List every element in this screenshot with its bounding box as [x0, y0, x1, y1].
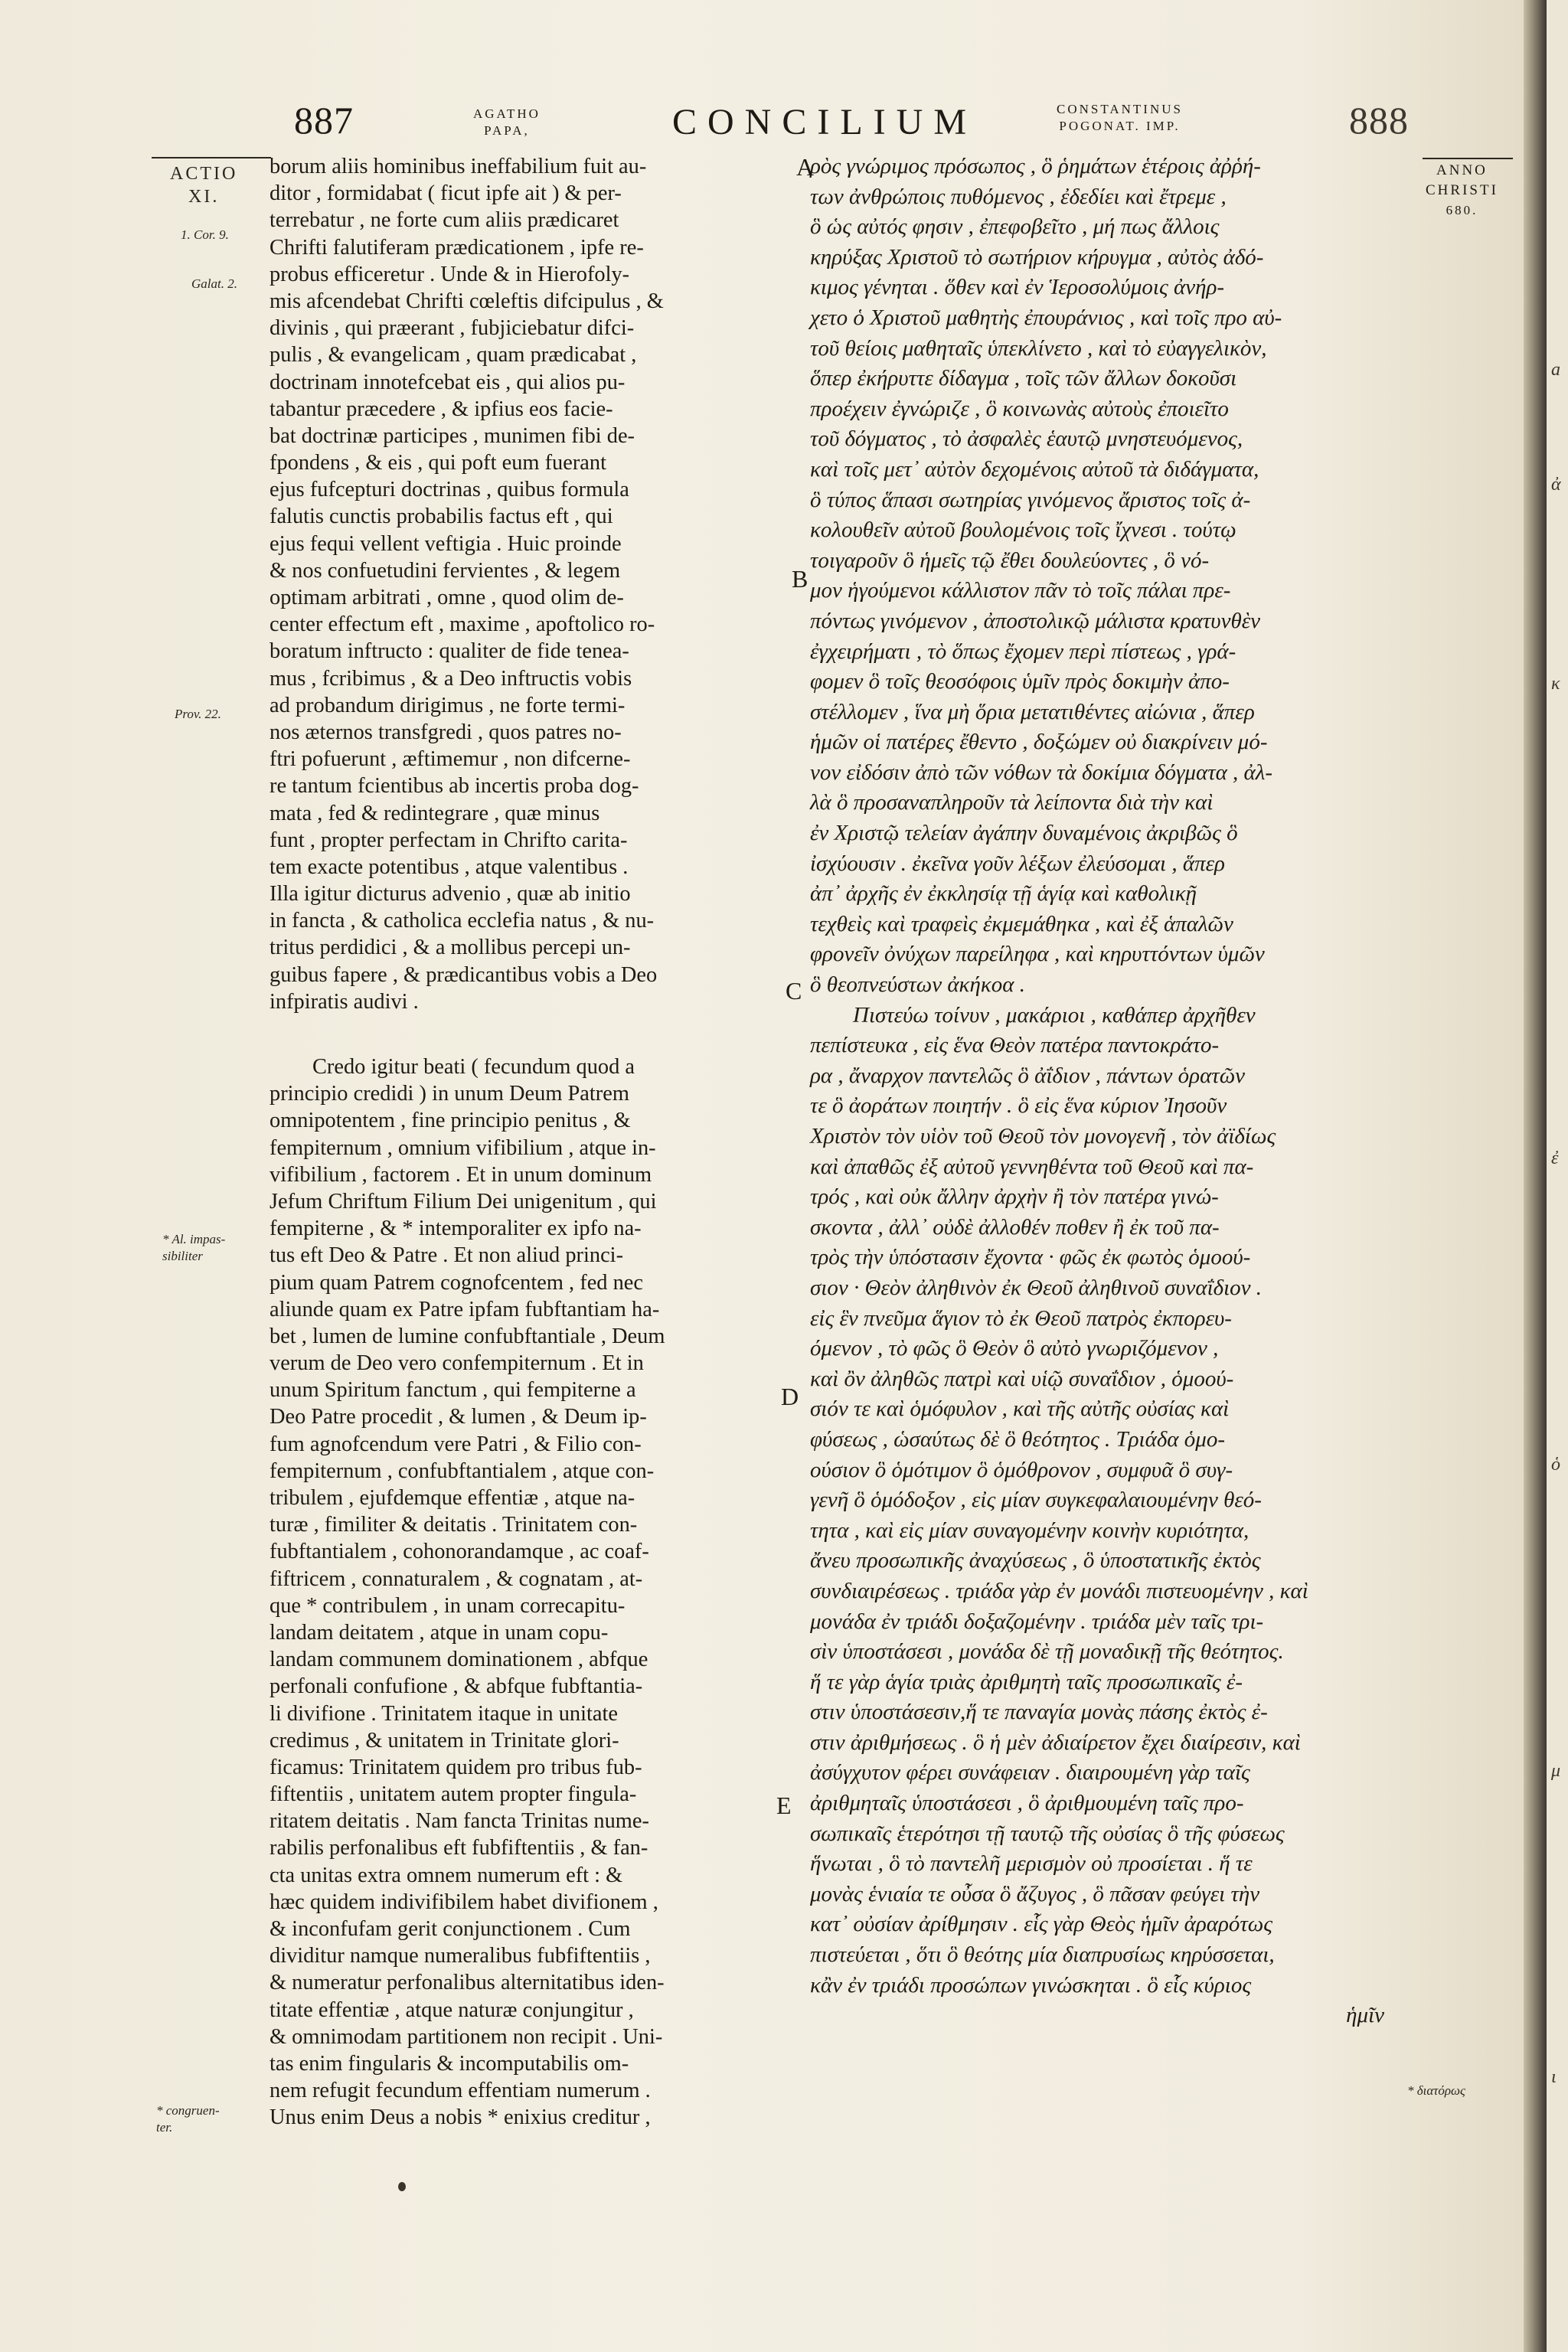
- latin-line: vifibilium , factorem . Et in unum dominum: [270, 1162, 652, 1187]
- latin-line: tritus perdidici , & a mollibus percepi un-: [270, 936, 631, 960]
- latin-line: Chrifti falutiferam prædicationem , ipfe re-: [270, 235, 644, 260]
- greek-line: σὶν ὑποστάσεσι , μονάδα δὲ τῇ μοναδικῇ τῆς θεότητος.: [810, 1639, 1284, 1664]
- header-right-names: [1057, 101, 1183, 135]
- latin-line: doctrinam innotefcebat eis , qui alios pu-: [270, 370, 626, 394]
- latin-line: fum agnofcendum vere Patri , & Filio con-: [270, 1432, 642, 1456]
- margin-variant-impassibiliter: [162, 1231, 225, 1265]
- latin-line: dividitur namque numeralibus fubfiftentiis ,: [270, 1944, 651, 1968]
- latin-line: tas enim fingularis & incomputabilis om-: [270, 2051, 629, 2076]
- greek-line: εἰς ἓν πνεῦμα ἅγιον τὸ ἐκ Θεοῦ πατρὸς ἐκπορευ-: [810, 1305, 1232, 1331]
- greek-line: φύσεως , ὡσαύτως δὲ ὃ θεότητος . Τριάδα ὁμο-: [810, 1426, 1225, 1452]
- latin-column: [270, 153, 790, 2132]
- greek-paragraph-2: [810, 1001, 1476, 2031]
- greek-line: συνδιαιρέσεως . τριάδα γὰρ ἐν μονάδι πιστευομένην , καὶ: [810, 1578, 1308, 1603]
- latin-line: hæc quidem indivifibilem habet divifionem ,: [270, 1890, 658, 1914]
- greek-line: τοιγαροῦν ὃ ἡμεῖς τῷ ἔθει δουλεύοντες , ὃ νό-: [810, 547, 1210, 573]
- margin-rule-left: [152, 157, 271, 158]
- margin-ref-1cor: 1. Cor. 9.: [181, 227, 229, 242]
- latin-line: verum de Deo vero confempiternum . Et in: [270, 1351, 644, 1376]
- running-title: CONCILIUM: [672, 102, 977, 142]
- page-number-right: 888: [1349, 99, 1409, 142]
- greek-line: τοῦ δόγματος , τὸ ἀσφαλὲς ἑαυτῷ μνηστευόμενος,: [810, 426, 1243, 452]
- greek-line: μονὰς ἑνιαία τε οὖσα ὃ ἄζυγος , ὃ πᾶσαν φεύγει τὴν: [810, 1881, 1260, 1906]
- latin-line: Deo Patre procedit , & lumen , & Deum ip-: [270, 1405, 647, 1429]
- ink-speck: [398, 2182, 406, 2191]
- anno-year: 680.: [1446, 203, 1478, 217]
- greek-column: [810, 152, 1476, 2031]
- latin-line: terrebatur , ne forte cum aliis prædicaret: [270, 208, 619, 233]
- greek-line: ἐγχειρήματι , τὸ ὅπως ἔχομεν περὶ πίστεως , γρά-: [810, 639, 1236, 664]
- latin-line: ftri pofuerunt , æftimemur , non difcerne-: [270, 747, 631, 772]
- latin-line: funt , propter perfectam in Chrifto carita-: [270, 828, 628, 852]
- greek-line: ἀσύγχυτον φέρει συνάφειαν . διαιρουμένη γὰρ ταῖς: [810, 1760, 1250, 1785]
- greek-line: πιστεύεται , ὅτι ὃ θεότης μία διαπρυσίως κηρύσσεται,: [810, 1942, 1275, 1968]
- greek-line: ἐν Χριστῷ τελείαν ἀγάπην δυναμένοις ἀκριβῶς ὃ: [810, 821, 1238, 846]
- latin-line: omnipotentem , fine principio penitus , &: [270, 1109, 631, 1133]
- latin-line: boratum inftructo : qualiter de fide tenea-: [270, 639, 629, 664]
- greek-line: ρα , ἄναρχον παντελῶς ὃ ἀΐδιον , πάντων ὁρατῶν: [810, 1063, 1246, 1088]
- latin-line: Credo igitur beati ( fecundum quod a: [312, 1055, 635, 1079]
- latin-line: fiftricem , connaturalem , & cognatam , at-: [270, 1566, 643, 1591]
- greek-line: ὅπερ ἐκήρυττε δίδαγμα , τοῖς τῶν ἄλλων δοκοῦσι: [810, 366, 1237, 391]
- greek-line: ἡμῶν οἱ πατέρες ἔθεντο , δοξώμεν οὐ διακρίνειν μό-: [810, 730, 1268, 755]
- greek-line: στέλλομεν , ἵνα μὴ ὅρια μετατιθέντες αἰώνια , ἅπερ: [810, 699, 1255, 724]
- latin-line: Illa igitur dicturus advenio , quæ ab initio: [270, 882, 631, 906]
- latin-line: turæ , fimiliter & deitatis . Trinitatem con-: [270, 1513, 638, 1537]
- greek-line: σωπικαῖς ἑτερότησι τῇ ταυτῷ τῆς οὐσίας ὃ τῆς φύσεως: [810, 1821, 1285, 1846]
- section-letter-b: B: [792, 565, 808, 593]
- christi-label: CHRISTI: [1426, 182, 1498, 198]
- latin-line: ejus fequi vellent veftigia . Huic proinde: [270, 531, 622, 556]
- greek-line: τεχθεὶς καὶ τραφεὶς ἐκμεμάθηκα , καὶ ἐξ ἁπαλῶν: [810, 911, 1233, 936]
- latin-line: nem refugit fecundum effentiam numerum .: [270, 2079, 651, 2103]
- latin-line: pulis , & evangelicam , quam prædicabat ,: [270, 343, 637, 368]
- greek-line: κολουθεῖν αὐτοῦ βουλομένοις τοῖς ἴχνεσι . τούτῳ: [810, 518, 1236, 543]
- greek-line: ἥνωται , ὃ τὸ παντελῆ μερισμὸν οὐ προσίεται . ἥ τε: [810, 1851, 1253, 1877]
- latin-line: li divifione . Trinitatem itaque in unitate: [270, 1701, 618, 1726]
- latin-line: cta unitas extra omnem numerum eft : &: [270, 1863, 623, 1887]
- latin-line: optimam arbitrati , omne , quod olim de-: [270, 586, 624, 609]
- greek-line: μον ἡγούμενοι κάλλιστον πᾶν τὸ τοῖς πάλαι πρε-: [810, 578, 1231, 603]
- greek-line: κηρύξας Χριστοῦ τὸ σωτήριον κήρυγμα , αὐτὸς ἀδό-: [810, 244, 1264, 270]
- header-name-constantinus: CONSTANTINUS: [1057, 102, 1183, 116]
- variant-line-1: * congruen-: [156, 2103, 220, 2118]
- latin-line: fiftentiis , unitatem autem propter fingula-: [270, 1782, 637, 1807]
- greek-line: στιν ἀριθμήσεως . ὃ ἡ μὲν ἀδιαίρετον ἔχει διαίρεσιν, καὶ: [810, 1730, 1301, 1755]
- latin-line: tem exacte potentibus , atque valentibus .: [270, 854, 629, 879]
- latin-paragraph-1: [270, 153, 790, 1015]
- latin-line: bat doctrinæ participes , munimen fibi de-: [270, 423, 635, 448]
- latin-line: & omnimodam partitionem non recipit . Uni-: [270, 2024, 663, 2049]
- greek-line: τρός , καὶ οὐκ ἄλλην ἀρχὴν ἢ τὸν πατέρα γινώ-: [810, 1184, 1219, 1210]
- latin-line: & inconfufam gerit conjunctionem . Cum: [270, 1917, 631, 1941]
- latin-line: fpondens , & eis , qui poft eum fuerant: [270, 451, 606, 475]
- latin-line: mata , fed & redintegrare , quæ minus: [270, 801, 600, 825]
- greek-line: καὶ τοῖς μετ᾽ αὐτὸν δεχομένοις αὐτοῦ τὰ διδάγματα,: [810, 456, 1259, 482]
- greek-paragraph-1: [810, 152, 1476, 1001]
- latin-line: mus , fcribimus , & a Deo inftructis vobis: [270, 666, 632, 691]
- greek-line: όμενον , τὸ φῶς ὃ Θεὸν ὃ αὐτὸ γνωριζόμενον ,: [810, 1336, 1219, 1361]
- latin-line: ditor , formidabat ( ficut ipfe ait ) & per-: [270, 181, 622, 206]
- latin-line: titate effentiæ , atque naturæ conjungitur ,: [270, 1998, 634, 2022]
- margin-ref-galat: Galat. 2.: [191, 276, 237, 291]
- latin-line: probus efficeretur . Unde & in Hierofoly-: [270, 262, 630, 286]
- greek-line: τε ὃ ἀοράτων ποιητήν . ὃ εἰς ἕνα κύριον Ἰησοῦν: [810, 1093, 1227, 1119]
- greek-line: λὰ ὃ προσαναπληροῦν τὰ λείποντα διὰ τὴν καὶ: [810, 790, 1214, 815]
- actio-label: ACTIO: [170, 164, 238, 184]
- latin-line: re tantum fcientibus ab incertis proba dog-: [270, 774, 639, 799]
- latin-line: perfonali confufione , & abfque fubftantia-: [270, 1674, 643, 1699]
- greek-line: τητα , καὶ εἰς μίαν συναγομένην κοινὴν κυριότητα,: [810, 1517, 1250, 1543]
- latin-line: tus eft Deo & Patre . Et non aliud princi-: [270, 1243, 624, 1268]
- latin-line: landam deitatem , atque in unam copu-: [270, 1620, 609, 1645]
- greek-line: χετο ὁ Χριστοῦ μαθητὴς ἐπουράνιος , καὶ τοῖς προ αὐ-: [810, 305, 1282, 330]
- section-letter-e: E: [776, 1792, 792, 1819]
- greek-line: ἀριθμηταῖς ὑποστάσεσι , ὃ ἀριθμουμένη ταῖς προ-: [810, 1791, 1244, 1816]
- latin-line: que * contribulem , in unam correcapitu-: [270, 1593, 626, 1618]
- latin-line: tabantur præcedere , & ipfius eos facie-: [270, 397, 613, 421]
- latin-line: in fancta , & catholica ecclefia natus , & nu-: [270, 909, 655, 933]
- greek-line: πεπίστευκα , εἰς ἕνα Θεὸν πατέρα παντοκράτο-: [810, 1033, 1220, 1058]
- actio-marker: [170, 162, 237, 208]
- latin-line: landam communem dominationem , abfque: [270, 1648, 648, 1672]
- greek-line: νον εἰδόσιν ἀπὸ τῶν νόθων τὰ δοκίμια δόγματα , ἀλ-: [810, 760, 1273, 785]
- latin-line: borum aliis hominibus ineffabilium fuit au-: [270, 155, 647, 178]
- latin-line: divinis , qui præerant , fubjiciebatur difci-: [270, 316, 635, 341]
- greek-line: των ἀνθρώποις πυθόμενος , ἐδεδίει καὶ ἔτρεμε ,: [810, 184, 1227, 209]
- latin-paragraph-2: [270, 1054, 790, 2132]
- latin-line: fempiternum , confubftantialem , atque con-: [270, 1459, 655, 1483]
- latin-line: tribulem , ejufdemque effentiæ , atque na-: [270, 1486, 635, 1510]
- header-name-agatho: AGATHO: [473, 106, 541, 121]
- greek-line: ἰσχύουσιν . ἐκεῖνα γοῦν λέξων ἐλεύσομαι , ἅπερ: [810, 851, 1225, 876]
- greek-line: ὃ τύπος ἅπασι σωτηρίας γινόμενος ἄριστος τοῖς ἀ-: [810, 487, 1251, 512]
- latin-line: Unus enim Deus a nobis * enixius creditur ,: [270, 2105, 651, 2130]
- greek-line: πόντως γινόμενον , ἀποστολικῷ μάλιστα κρατυνθὲν: [810, 608, 1261, 633]
- latin-line: ficamus: Trinitatem quidem pro tribus fub-: [270, 1755, 642, 1779]
- latin-line: infpiratis audivi .: [270, 989, 419, 1014]
- greek-line: καὶ ἀπαθῶς ἐξ αὐτοῦ γεννηθέντα τοῦ Θεοῦ καὶ πα-: [810, 1154, 1254, 1179]
- facing-page-edge: a ἀ κ ἐ ὁ μ ι: [1547, 0, 1568, 2352]
- margin-variant-diatoros: * διατόρως: [1407, 2083, 1465, 2098]
- greek-line: γενῆ ὃ ὁμόδοξον , εἰς μίαν συγκεφαλαιουμένην θεό-: [810, 1488, 1262, 1513]
- greek-line: ούσιον ὃ ὁμότιμον ὃ ὁμόθρονον , συμφυᾶ ὃ συγ-: [810, 1457, 1233, 1482]
- greek-line: ὃ θεοπνεύστων ἀκήκοα .: [810, 972, 1026, 998]
- latin-line: mis afcendebat Chrifti cœleftis difcipulus , &: [270, 289, 664, 313]
- paragraph-gap: [270, 1015, 790, 1054]
- greek-line: τρὸς τὴν ὑπόστασιν ἔχοντα · φῶς ἐκ φωτὸς ὁμοού-: [810, 1245, 1251, 1270]
- latin-line: aliunde quam ex Patre ipfam fubftantiam ha-: [270, 1297, 660, 1321]
- latin-line: principio credidi ) in unum Deum Patrem: [270, 1082, 629, 1106]
- variant-line-2: ter.: [156, 2120, 173, 2135]
- latin-line: nos æternos transfgredi , quos patres no-: [270, 720, 622, 744]
- latin-line: Jefum Chriftum Filium Dei unigenitum , qui: [270, 1189, 657, 1214]
- greek-line: φομεν ὃ τοῖς θεοσόφοις ὑμῖν πρὸς δοκιμὴν ἀπο-: [810, 669, 1230, 694]
- greek-line: προέχειν ἐγνώριζε , ὃ κοινωνὰς αὐτοὺς ἐποιεῖτο: [810, 396, 1229, 421]
- actio-number: XI.: [188, 187, 220, 207]
- greek-line: ρὸς γνώριμος πρόσωπος , ὃ ῥημάτων ἑτέροις ἀῤῥή-: [810, 154, 1261, 178]
- header-left-names: [473, 106, 541, 139]
- greek-line: σκοντα , ἀλλ᾽ οὐδὲ ἀλλοθέν ποθεν ἢ ἐκ τοῦ πα-: [810, 1214, 1220, 1240]
- greek-line: ἡμῖν: [1346, 2003, 1384, 2028]
- greek-line: φρονεῖν ὀνύχων παρείληφα , καὶ κηρυττόντων ὑμῶν: [810, 942, 1265, 967]
- greek-line: Χριστὸν τὸν υἱὸν τοῦ Θεοῦ τὸν μονογενῆ , τὸν ἀϊδίως: [810, 1124, 1276, 1148]
- greek-line: μονάδα ἐν τριάδι δοξαζομένην . τριάδα μὲν ταῖς τρι-: [810, 1609, 1264, 1634]
- anno-label: ANNO: [1436, 162, 1488, 178]
- header-name-papa: PAPA,: [484, 123, 530, 138]
- book-gutter: [1524, 0, 1547, 2352]
- latin-line: bet , lumen de lumine confubftantiale , Deum: [270, 1324, 665, 1348]
- latin-line: falutis cunctis probabilis factus eft , qui: [270, 505, 613, 529]
- latin-line: credimus , & unitatem in Trinitate glori-: [270, 1728, 619, 1753]
- section-letter-d: D: [781, 1383, 799, 1410]
- section-letter-a: A: [796, 153, 815, 181]
- latin-line: & nos confuetudini fervientes , & legem: [270, 558, 621, 583]
- latin-line: rabilis perfonalibus eft fubfiftentiis , & fan-: [270, 1836, 648, 1860]
- greek-line: ἥ τε γὰρ ἁγία τριὰς ἀριθμητὴ ταῖς προσωπικαῖς ἐ-: [810, 1669, 1243, 1694]
- latin-line: fempiternum , omnium vifibilium , atque in-: [270, 1135, 656, 1160]
- latin-line: pium quam Patrem cognofcentem , fed nec: [270, 1270, 643, 1295]
- section-letter-c: C: [786, 977, 802, 1004]
- latin-line: & numeratur perfonalibus alternitatibus iden-: [270, 1971, 665, 1995]
- variant-line-1: * Al. impas-: [162, 1232, 226, 1246]
- greek-line: Πιστεύω τοίνυν , μακάριοι , καθάπερ ἀρχῆθεν: [853, 1002, 1256, 1027]
- greek-line: ὃ ὡς αὐτός φησιν , ἐπεφοβεῖτο , μή πως ἄλλοις: [810, 214, 1220, 240]
- latin-line: ad probandum dirigimus , ne forte termi-: [270, 693, 626, 717]
- margin-variant-congruenter: [156, 2102, 220, 2136]
- page-number-left: 887: [294, 99, 354, 142]
- latin-line: fempiterne , & * intemporaliter ex ipfo na-: [270, 1217, 642, 1241]
- latin-line: ritatem deitatis . Nam fancta Trinitas nume-: [270, 1809, 649, 1834]
- variant-line-2: sibiliter: [162, 1249, 203, 1263]
- greek-line: κἂν ἐν τριάδι προσώπων γινώσκηται . ὃ εἷς κύριος: [810, 1972, 1252, 1998]
- latin-line: center effectum eft , maxime , apoftolico ro-: [270, 612, 655, 637]
- greek-line: τοῦ θείοις μαθηταῖς ὑπεκλίνετο , καὶ τὸ εὐαγγελικὸν,: [810, 335, 1267, 361]
- greek-line: καὶ ὂν ἀληθῶς πατρὶ καὶ υἱῷ συναΐδιον , ὁμοού-: [810, 1366, 1234, 1391]
- latin-line: ejus fufcepturi doctrinas , quibus formula: [270, 478, 629, 502]
- latin-line: fubftantialem , cohonorandamque , ac coaf-: [270, 1540, 649, 1564]
- margin-ref-prov: Prov. 22.: [175, 707, 221, 721]
- greek-line: σιον · Θεὸν ἀληθινὸν ἐκ Θεοῦ ἀληθινοῦ συναΐδιον .: [810, 1275, 1263, 1300]
- greek-line: ἀπ᾽ ἀρχῆς ἐν ἐκκλησίᾳ τῇ ἁγίᾳ καὶ καθολικῇ: [810, 881, 1197, 906]
- greek-line: κατ᾽ οὐσίαν ἀρίθμησιν . εἷς γὰρ Θεὸς ἡμῖν ἀραρότως: [810, 1912, 1273, 1937]
- greek-line: κιμος γένηται . ὅθεν καὶ ἐν Ἱεροσολύμοις ἀνήρ-: [810, 275, 1225, 300]
- header-name-pogonat: POGONAT. IMP.: [1059, 119, 1181, 133]
- latin-line: guibus fapere , & prædicantibus vobis a Deo: [270, 962, 658, 987]
- latin-line: unum Spiritum fanctum , qui fempiterne a: [270, 1378, 636, 1403]
- greek-line: ἄνευ προσωπικῆς ἀναχύσεως , ὃ ὑποστατικῆς ἐκτὸς: [810, 1548, 1261, 1573]
- greek-line: στιν ὑποστάσεσιν,ἥ τε παναγία μονὰς πάσης ἐκτὸς ἐ-: [810, 1700, 1268, 1725]
- greek-line: σιόν τε καὶ ὁμόφυλον , καὶ τῆς αὐτῆς οὐσίας καὶ: [810, 1396, 1230, 1422]
